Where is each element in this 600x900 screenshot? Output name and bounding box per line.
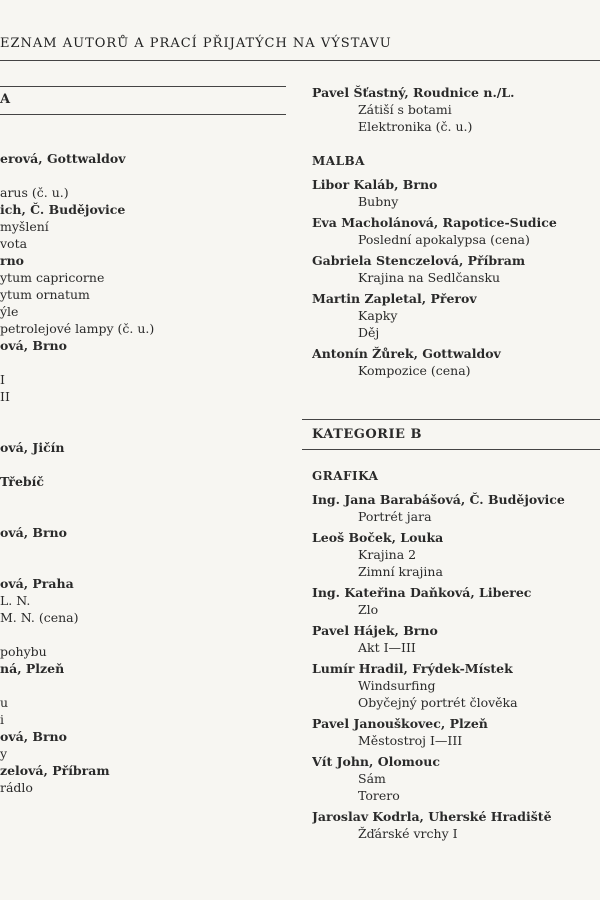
author-name: erová, Gottwaldov [0,151,126,166]
category-b-rule-bottom [302,449,600,450]
author-name: Lumír Hradil, Frýdek-Místek [312,661,513,676]
malba-list [312,176,600,383]
left-category-rule-top [0,86,286,87]
author-name: Ing. Jana Barabášová, Č. Budějovice [312,492,565,507]
work-title: Městostroj I—III [358,733,463,748]
work-title: Akt I—III [358,640,416,655]
section-label-malba: MALBA [312,154,365,168]
author-name: zelová, Příbram [0,763,110,778]
author-name: Pavel Hájek, Brno [312,623,438,638]
work-title: Torero [358,788,400,803]
category-b-rule-top [302,419,600,420]
author-name: Martin Zapletal, Přerov [312,291,477,306]
spacer [0,626,270,643]
work-title: Krajina na Sedlčansku [358,270,501,285]
work-title: Kapky [358,308,398,323]
work-title: Děj [358,325,380,340]
author-name: Třebíč [0,474,45,489]
work-title: II [0,389,10,404]
work-title: u [0,695,9,710]
spacer [0,405,270,422]
work-title: ytum capricorne [0,270,105,285]
grafika-list [312,491,600,846]
author-name: ná, Plzeň [0,661,65,676]
work-title: Žďárské vrchy I [358,826,458,841]
section-label-grafika: GRAFIKA [312,469,379,483]
author-name: Vít John, Olomouc [312,754,440,769]
author-name: ová, Brno [0,338,67,353]
author-name: Jaroslav Kodrla, Uherské Hradiště [312,809,552,824]
work-title: I [0,372,5,387]
header-rule [0,60,600,61]
category-b-label: KATEGORIE B [312,427,422,442]
spacer [0,167,270,184]
work-title: Elektronika (č. u.) [358,119,473,134]
spacer [0,677,270,694]
work-title: Zlo [358,602,379,617]
spacer [0,541,270,558]
author-name: Pavel Janouškovec, Plzeň [312,716,488,731]
work-title: Kompozice (cena) [358,363,471,378]
right-column [312,84,600,846]
author-name: Eva Macholánová, Rapotice-Sudice [312,215,557,230]
author-name: Ing. Kateřina Daňková, Liberec [312,585,532,600]
work-title: ytum ornatum [0,287,90,302]
author-name: Pavel Šťastný, Roudnice n./L. [312,85,515,100]
work-title: pohybu [0,644,47,659]
author-name: Gabriela Stenczelová, Příbram [312,253,526,268]
work-title: Portrét jara [358,509,432,524]
work-title: Krajina 2 [358,547,417,562]
work-title: Poslední apokalypsa (cena) [358,232,530,247]
spacer [0,490,270,507]
author-name: Libor Kaláb, Brno [312,177,438,192]
spacer [0,422,270,439]
work-title: M. N. (cena) [0,610,79,625]
work-title: Bubny [358,194,399,209]
left-category-rule-bottom [0,114,286,115]
left-category-label: A [0,92,11,107]
work-title: y [0,746,8,761]
author-name: rno [0,253,25,268]
author-name: ová, Brno [0,729,67,744]
spacer [0,354,270,371]
work-title: Sám [358,771,386,786]
spacer [0,507,270,524]
work-title: Zátiší s botami [358,102,452,117]
work-title: L. N. [0,593,31,608]
work-title: ýle [0,304,19,319]
work-title: arus (č. u.) [0,185,69,200]
author-name: ová, Praha [0,576,74,591]
page-title: EZNAM AUTORŮ A PRACÍ PŘIJATÝCH NA VÝSTAVU [0,36,392,51]
work-title: rádlo [0,780,33,795]
work-title: myšlení [0,219,49,234]
work-title: vota [0,236,28,251]
author-name: ová, Brno [0,525,67,540]
spacer [0,456,270,473]
author-name: ová, Jičín [0,440,65,455]
author-name: ich, Č. Budějovice [0,202,126,217]
work-title: i [0,712,4,727]
work-title: Zimní krajina [358,564,443,579]
left-column [0,150,270,796]
work-title: Obyčejný portrét člověka [358,695,518,710]
author-name: Leoš Boček, Louka [312,530,444,545]
spacer [0,558,270,575]
author-name: Antonín Žůrek, Gottwaldov [312,346,501,361]
work-title: Windsurfing [358,678,436,693]
work-title: petrolejové lampy (č. u.) [0,321,155,336]
